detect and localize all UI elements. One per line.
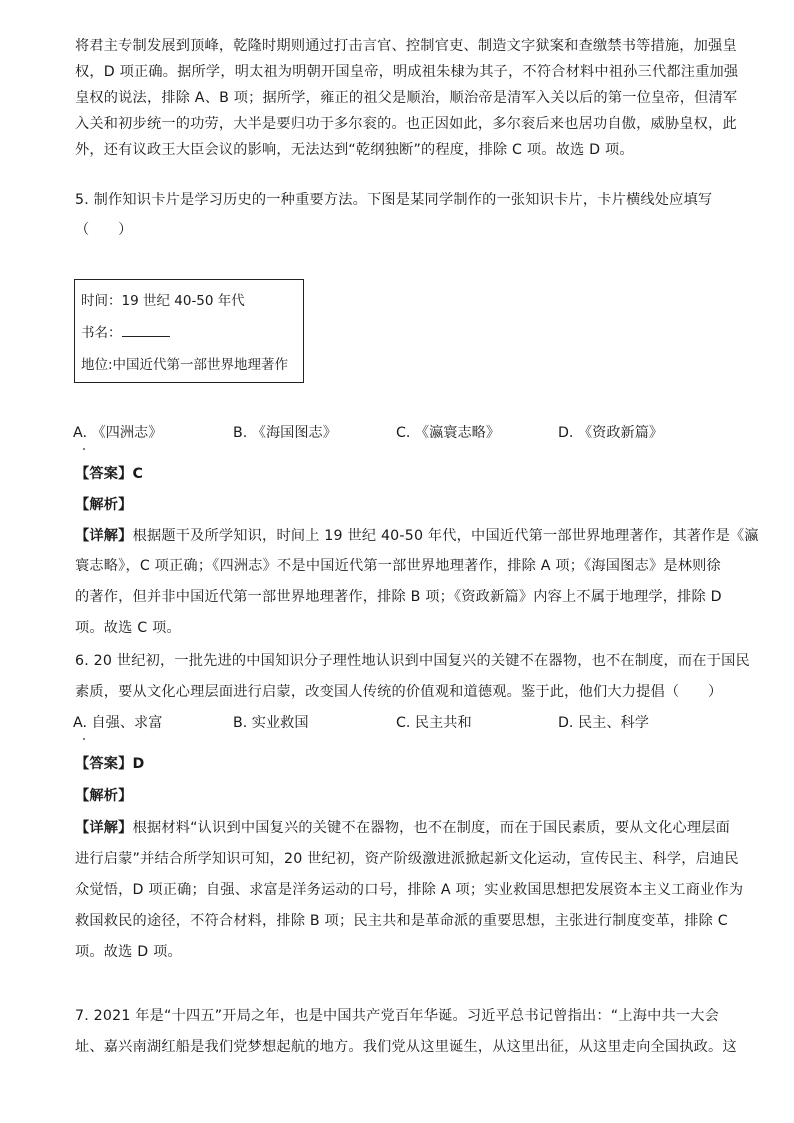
q5-option-a: A. 《四洲志》	[73, 425, 163, 441]
card-status: 地位:中国近代第一部世界地理著作	[81, 357, 289, 373]
q6-detail-line	[75, 818, 730, 838]
card-time: 时间：19 世纪 40-50 年代	[81, 293, 245, 309]
q6-detail-tag: 【详解】	[75, 820, 133, 836]
card-book-label: 书名：	[81, 325, 122, 341]
q5-answer: 【答案】C	[75, 466, 144, 482]
dot-mark	[83, 738, 85, 740]
q6-option-d: D. 民主、科学	[558, 715, 649, 731]
paragraph-line: 权，D 项正确。据所学，明太祖为明朝开国皇帝，明成祖朱棣为其子，不符合材料中祖孙三代都注重加强	[75, 64, 739, 80]
question-7-stem: 址、嘉兴南湖红船是我们党梦想起航的地方。我们党从这里诞生，从这里出征，从这里走向全国执政。这	[75, 1039, 737, 1055]
question-5-paren: （ ）	[75, 222, 133, 238]
q6-detail-line: 救国救民的途径，不符合材料，排除 B 项；民主共和是革命派的重要思想，主张进行制度变革，排除 C	[75, 913, 728, 929]
q5-detail-line: 寰志略》，C 项正确；《四洲志》不是中国近代第一部世界地理著作，排除 A 项；《海国图志》是林则徐	[75, 558, 721, 574]
q6-detail-text: 根据材料“认识到中国复兴的关键不在器物，也不在制度，而在于国民素质，要从文化心理层面	[132, 820, 731, 836]
card-book-blank	[122, 324, 170, 337]
q6-detail-line: 进行启蒙”并结合所学知识可知，20 世纪初，资产阶级激进派掀起新文化运动，宣传民主、科学，启迪民	[75, 851, 739, 867]
dot-mark	[83, 448, 85, 450]
q5-detail-line	[75, 526, 759, 546]
q5-detail-line: 项。故选 C 项。	[75, 620, 181, 636]
question-6-stem: 素质，要从文化心理层面进行启蒙，改变国人传统的价值观和道德观。鉴于此，他们大力提倡（ ）	[75, 684, 723, 700]
q5-option-d: D. 《资政新篇》	[558, 425, 664, 441]
q6-answer: 【答案】D	[75, 756, 145, 772]
q5-detail-text: 根据题干及所学知识，时间上 19 世纪 40-50 年代，中国近代第一部世界地理著作，其著作是《瀛	[132, 528, 759, 544]
q6-option-b: B. 实业救国	[233, 715, 309, 731]
paragraph-line: 外，还有议政王大臣会议的影响，无法达到“乾纲独断”的程度，排除 C 项。故选 D 项。	[75, 142, 634, 158]
q5-option-b: B. 《海国图志》	[233, 425, 337, 441]
paragraph-line: 皇权的说法，排除 A、B 项；据所学，雍正的祖父是顺治，顺治帝是清军入关以后的第一位皇帝，但清军	[75, 90, 738, 106]
q6-option-a: A. 自强、求富	[73, 715, 163, 731]
knowledge-card	[74, 279, 304, 383]
paragraph-line: 将君主专制发展到顶峰，乾隆时期则通过打击言官、控制官吏、制造文字狱案和查缴禁书等措施，加强皇	[75, 38, 737, 54]
q6-analysis-heading: 【解析】	[75, 788, 133, 804]
question-7-stem: 7. 2021 年是“十四五”开局之年，也是中国共产党百年华诞。习近平总书记曾指出：“上海中共一大会	[75, 1008, 720, 1024]
q5-analysis-heading: 【解析】	[75, 497, 133, 513]
question-5-stem: 5. 制作知识卡片是学习历史的一种重要方法。下图是某同学制作的一张知识卡片，卡片横线处应填写	[75, 192, 713, 208]
card-book	[81, 324, 170, 342]
question-6-stem: 6. 20 世纪初，一批先进的中国知识分子理性地认识到中国复兴的关键不在器物，也不在制度，而在于国民	[75, 653, 750, 669]
q5-option-c: C. 《瀛寰志略》	[396, 425, 501, 441]
q5-detail-tag: 【详解】	[75, 528, 133, 544]
q6-detail-line: 众觉悟，D 项正确；自强、求富是洋务运动的口号，排除 A 项；实业救国思想把发展资本主义工商业作为	[75, 882, 744, 898]
q6-detail-line: 项。故选 D 项。	[75, 944, 182, 960]
q6-option-c: C. 民主共和	[396, 715, 472, 731]
paragraph-line: 入关和初步统一的功劳，大半是要归功于多尔衮的。也正因如此，多尔衮后来也居功自傲，威胁皇权，此	[75, 116, 737, 132]
q5-detail-line: 的著作，但并非中国近代第一部世界地理著作，排除 B 项；《资政新篇》内容上不属于地理学，排除 D	[75, 589, 722, 605]
